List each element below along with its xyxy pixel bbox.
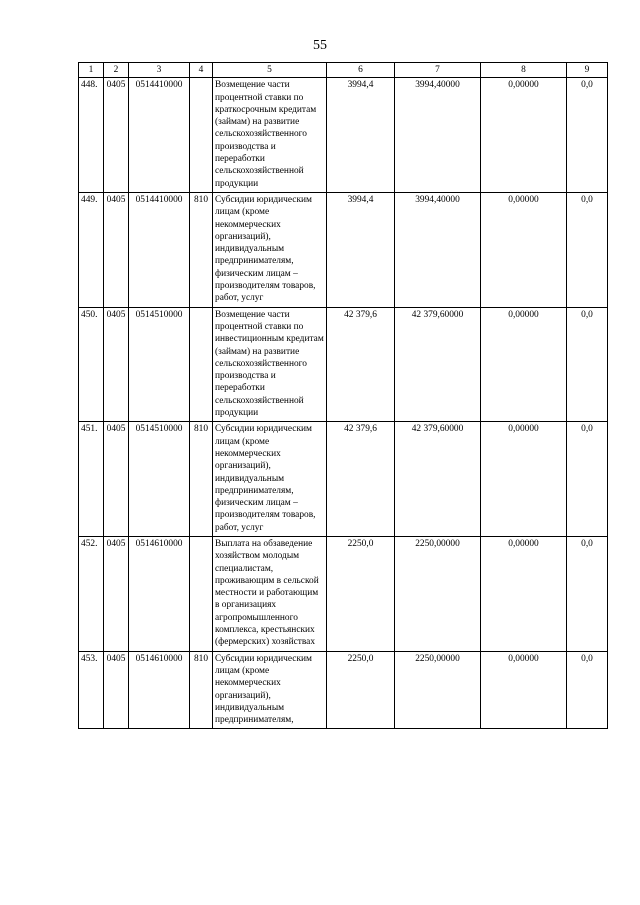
- target-code-cell: 0514510000: [129, 307, 190, 422]
- budget-table: [78, 62, 608, 729]
- column-header: 7: [395, 63, 481, 78]
- expense-kind-cell: 810: [190, 651, 213, 729]
- column-header: 4: [190, 63, 213, 78]
- row-number-cell: 453.: [79, 651, 104, 729]
- row-number-cell: 449.: [79, 192, 104, 307]
- expense-kind-cell: [190, 307, 213, 422]
- actual-amount-cell: 3994,40000: [395, 78, 481, 193]
- last-value-cell: 0,0: [567, 651, 608, 729]
- target-code-cell: 0514410000: [129, 192, 190, 307]
- table-row: [79, 422, 608, 537]
- plan-amount-cell: 2250,0: [327, 536, 395, 651]
- section-code-cell: 0405: [104, 536, 129, 651]
- actual-amount-cell: 3994,40000: [395, 192, 481, 307]
- plan-amount-cell: 2250,0: [327, 651, 395, 729]
- column-header: 1: [79, 63, 104, 78]
- difference-cell: 0,00000: [481, 307, 567, 422]
- table-row: [79, 78, 608, 193]
- section-code-cell: 0405: [104, 422, 129, 537]
- actual-amount-cell: 42 379,60000: [395, 307, 481, 422]
- column-header: 2: [104, 63, 129, 78]
- column-header: 6: [327, 63, 395, 78]
- expense-kind-cell: [190, 536, 213, 651]
- section-code-cell: 0405: [104, 307, 129, 422]
- column-header: 5: [213, 63, 327, 78]
- page-number: 55: [313, 38, 327, 53]
- item-name-cell: Возмещение части процентной ставки по инвестиционным кредитам (займам) на развитие сельскохозяйственного производства и переработки сельскохозяйственной продукции: [213, 307, 327, 422]
- column-header: 9: [567, 63, 608, 78]
- plan-amount-cell: 3994,4: [327, 78, 395, 193]
- section-code-cell: 0405: [104, 651, 129, 729]
- item-name-cell: Субсидии юридическим лицам (кроме некоммерческих организаций), индивидуальным предпринимателям, физическим лицам – производителям товаров, работ, услуг: [213, 192, 327, 307]
- table-row: [79, 192, 608, 307]
- header-row: [79, 63, 608, 78]
- expense-kind-cell: 810: [190, 192, 213, 307]
- table-row: [79, 536, 608, 651]
- row-number-cell: 451.: [79, 422, 104, 537]
- difference-cell: 0,00000: [481, 422, 567, 537]
- difference-cell: 0,00000: [481, 536, 567, 651]
- plan-amount-cell: 42 379,6: [327, 307, 395, 422]
- difference-cell: 0,00000: [481, 78, 567, 193]
- actual-amount-cell: 2250,00000: [395, 651, 481, 729]
- last-value-cell: 0,0: [567, 78, 608, 193]
- item-name-cell: Возмещение части процентной ставки по краткосрочным кредитам (займам) на развитие сельскохозяйственного производства и переработки сельскохозяйственной продукции: [213, 78, 327, 193]
- expense-kind-cell: [190, 78, 213, 193]
- item-name-cell: Субсидии юридическим лицам (кроме некоммерческих организаций), индивидуальным предпринимателям,: [213, 651, 327, 729]
- difference-cell: 0,00000: [481, 192, 567, 307]
- item-name-cell: Выплата на обзаведение хозяйством молодым специалистам, проживающим в сельской местности и работающим в организациях агропромышленного комплекса, крестьянских (фермерских) хозяйствах: [213, 536, 327, 651]
- column-header: 3: [129, 63, 190, 78]
- row-number-cell: 450.: [79, 307, 104, 422]
- table-row: [79, 651, 608, 729]
- expense-kind-cell: 810: [190, 422, 213, 537]
- last-value-cell: 0,0: [567, 192, 608, 307]
- target-code-cell: 0514510000: [129, 422, 190, 537]
- section-code-cell: 0405: [104, 192, 129, 307]
- row-number-cell: 452.: [79, 536, 104, 651]
- item-name-cell: Субсидии юридическим лицам (кроме некоммерческих организаций), индивидуальным предпринимателям, физическим лицам – производителям товаров, работ, услуг: [213, 422, 327, 537]
- actual-amount-cell: 2250,00000: [395, 536, 481, 651]
- actual-amount-cell: 42 379,60000: [395, 422, 481, 537]
- last-value-cell: 0,0: [567, 307, 608, 422]
- last-value-cell: 0,0: [567, 422, 608, 537]
- difference-cell: 0,00000: [481, 651, 567, 729]
- column-header: 8: [481, 63, 567, 78]
- plan-amount-cell: 42 379,6: [327, 422, 395, 537]
- table-row: [79, 307, 608, 422]
- target-code-cell: 0514610000: [129, 536, 190, 651]
- target-code-cell: 0514610000: [129, 651, 190, 729]
- row-number-cell: 448.: [79, 78, 104, 193]
- last-value-cell: 0,0: [567, 536, 608, 651]
- plan-amount-cell: 3994,4: [327, 192, 395, 307]
- section-code-cell: 0405: [104, 78, 129, 193]
- target-code-cell: 0514410000: [129, 78, 190, 193]
